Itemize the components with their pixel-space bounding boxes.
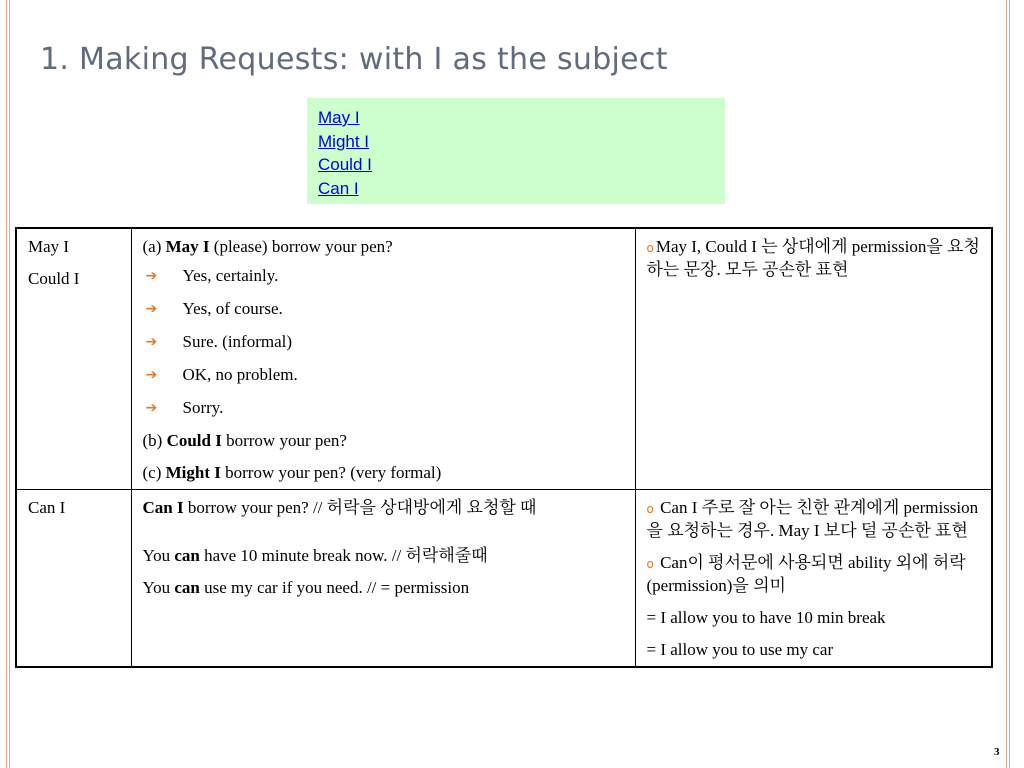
example-c: (c) Might I borrow your pen? (very formal): [142, 463, 442, 482]
right-border-line-inner: [1009, 0, 1010, 768]
example-b: (b) Could I borrow your pen?: [142, 431, 347, 450]
label-could-i: Could I: [28, 269, 80, 288]
note-line: = I allow you to have 10 min break: [646, 608, 886, 627]
left-border-line-inner: [9, 0, 10, 768]
right-border-line: [1006, 0, 1007, 768]
right-arrow-icon: ➔: [145, 301, 158, 317]
note-item: o Can I 주로 잘 아는 친한 관계에게 permission을 요청하는 경우. May I 보다 덜 공손한 표현: [646, 498, 979, 540]
right-arrow-icon: ➔: [145, 268, 158, 284]
slide-title: 1. Making Requests: with I as the subject: [40, 42, 668, 77]
table-row: [16, 490, 992, 668]
example-can-i: Can I borrow your pen? // 허락을 상대방에게 요청할 때: [142, 498, 537, 517]
note-item: o Can이 평서문에 사용되면 ability 외에 허락(permission)을 의미: [646, 553, 966, 595]
link-box: [307, 98, 725, 204]
page-number: 3: [994, 746, 1000, 758]
response-item: ➔ Sure. (informal): [143, 331, 624, 353]
link-may-i[interactable]: May I: [318, 108, 360, 127]
row1-note-cell: [635, 228, 992, 490]
spacer: [143, 529, 624, 545]
right-arrow-icon: ➔: [145, 367, 158, 383]
right-arrow-icon: ➔: [145, 400, 158, 416]
link-could-i[interactable]: Could I: [318, 155, 372, 174]
link-can-i[interactable]: Can I: [318, 178, 359, 198]
requests-table: [15, 227, 993, 668]
example-a: (a) May I (please) borrow your pen?: [142, 237, 393, 256]
right-arrow-icon: ➔: [145, 334, 158, 350]
row1-label-cell: [16, 228, 131, 490]
example-you-can-car: You can use my car if you need. // = permission: [142, 578, 470, 597]
response-item: ➔ OK, no problem.: [143, 364, 624, 386]
response-item: ➔ Yes, of course.: [143, 298, 624, 320]
link-item: [318, 177, 725, 201]
row2-label-cell: [16, 490, 131, 668]
response-item: ➔ Yes, certainly.: [143, 265, 624, 287]
link-might-i[interactable]: Might I: [318, 131, 370, 151]
link-item: [318, 106, 725, 130]
link-item: [318, 153, 725, 177]
label-may-i: May I: [28, 237, 70, 256]
row1-example-cell: [131, 228, 635, 490]
label-can-i: Can I: [28, 498, 66, 517]
response-item: ➔ Sorry.: [143, 397, 624, 419]
link-item: [318, 130, 725, 154]
example-you-can-break: You can have 10 minute break now. // 허락해줄때: [142, 546, 488, 565]
circle-bullet-icon: o: [646, 557, 654, 571]
row2-note-cell: [635, 490, 992, 668]
circle-bullet-icon: o: [646, 502, 654, 516]
note-line: = I allow you to use my car: [646, 640, 834, 659]
note-item: o May I, Could I 는 상대에게 permission을 요청하는 문장. 모두 공손한 표현: [646, 237, 980, 279]
left-border-line: [6, 0, 7, 768]
circle-bullet-icon: o: [646, 241, 654, 255]
row2-example-cell: [131, 490, 635, 668]
table-row: [16, 228, 992, 490]
